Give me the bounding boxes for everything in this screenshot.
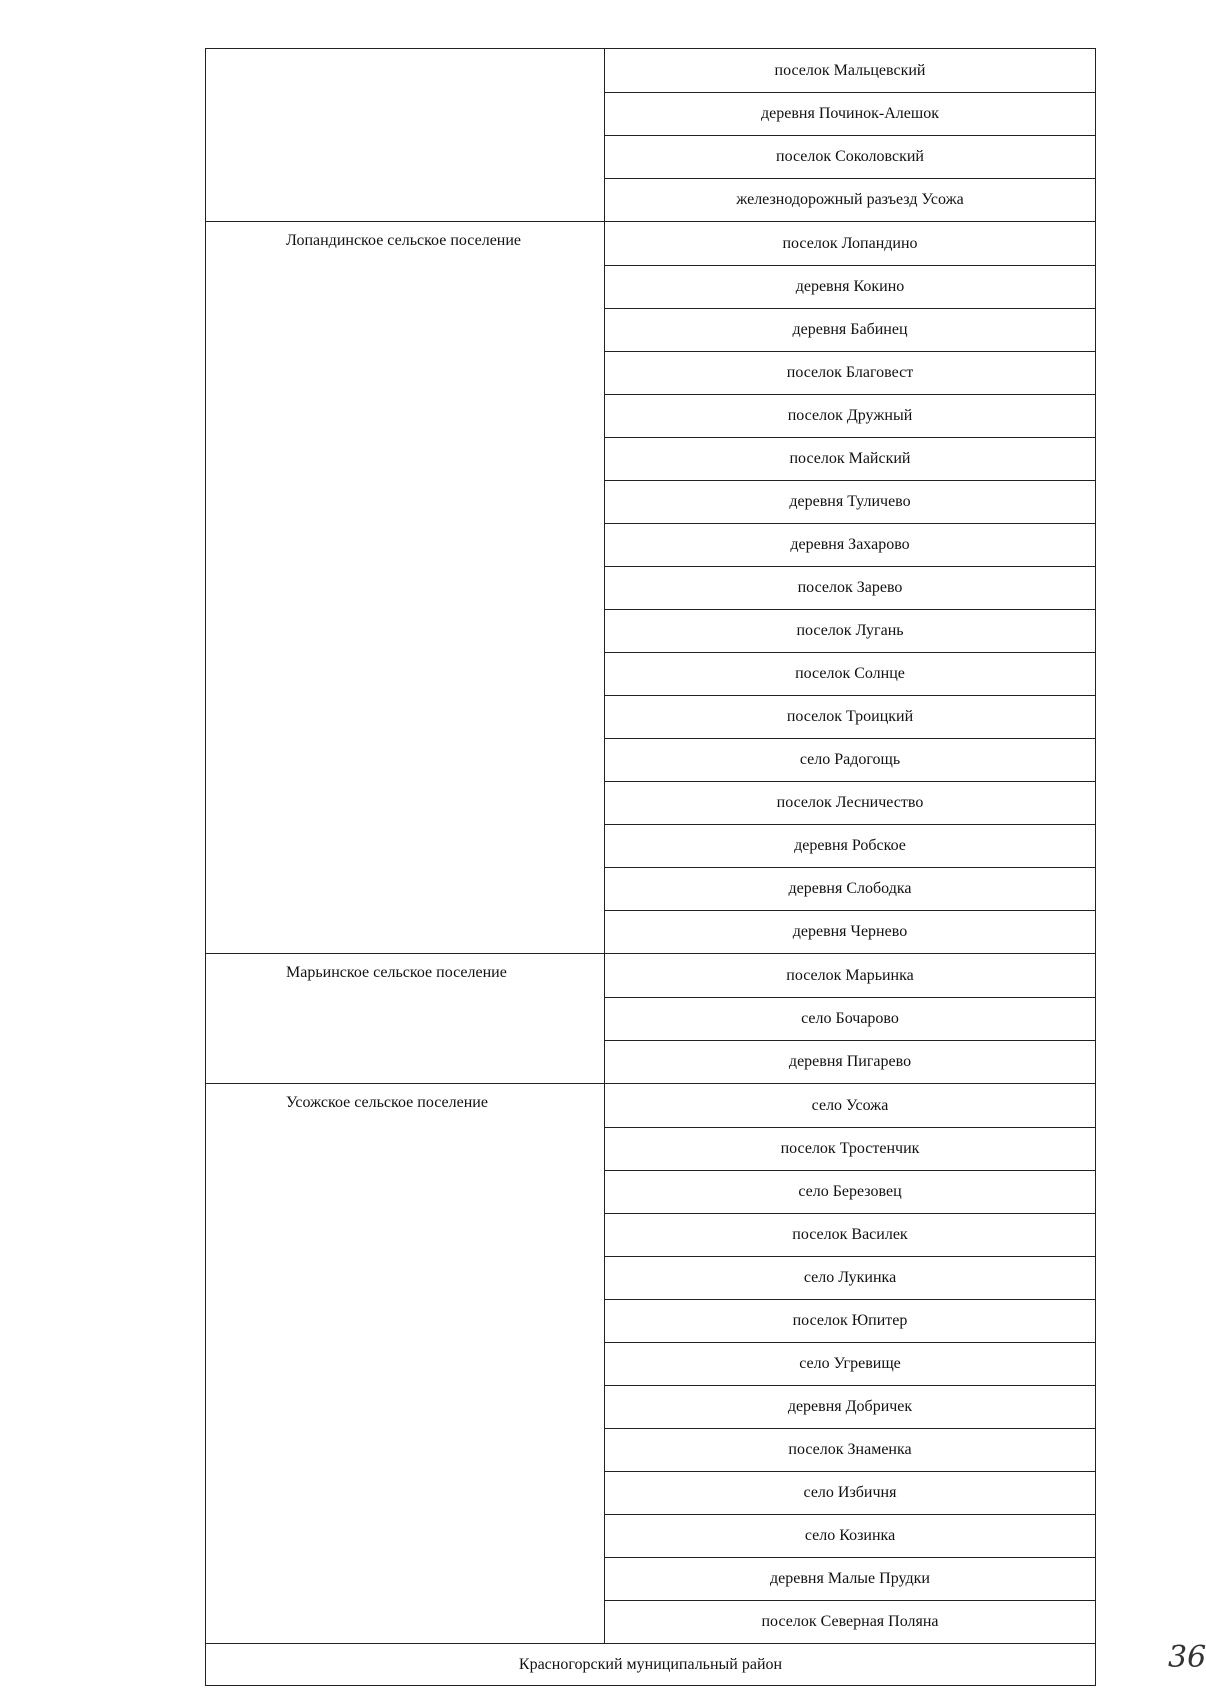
settlement-group bbox=[206, 1084, 1096, 1644]
settlement-group bbox=[206, 49, 1096, 222]
settlement-group bbox=[206, 954, 1096, 1084]
settlement-cell: деревня Починок-Алешок bbox=[605, 92, 1096, 135]
settlement-cell: поселок Солнце bbox=[605, 652, 1096, 695]
settlement-cell: село Угревище bbox=[605, 1342, 1096, 1385]
settlements-table bbox=[205, 48, 1096, 1686]
settlement-list bbox=[605, 222, 1096, 953]
page-number: 36 bbox=[1168, 1640, 1206, 1675]
settlement-list bbox=[605, 1084, 1096, 1643]
settlement-cell: село Лукинка bbox=[605, 1256, 1096, 1299]
settlement-cell: деревня Туличево bbox=[605, 480, 1096, 523]
settlement-cell: деревня Бабинец bbox=[605, 308, 1096, 351]
settlement-cell: поселок Юпитер bbox=[605, 1299, 1096, 1342]
settlement-cell: село Бочарово bbox=[605, 997, 1096, 1040]
settlement-cell: поселок Дружный bbox=[605, 394, 1096, 437]
settlement-cell: поселок Благовест bbox=[605, 351, 1096, 394]
settlement-cell: деревня Пигарево bbox=[605, 1040, 1096, 1083]
settlement-cell: поселок Марьинка bbox=[605, 954, 1096, 997]
settlement-cell: село Березовец bbox=[605, 1170, 1096, 1213]
settlement-cell: железнодорожный разъезд Усожа bbox=[605, 178, 1096, 221]
municipality-name: Марьинское сельское поселение bbox=[206, 954, 605, 1083]
settlement-cell: поселок Северная Поляна bbox=[605, 1600, 1096, 1643]
settlement-cell: поселок Лесничество bbox=[605, 781, 1096, 824]
settlement-cell: село Радогощь bbox=[605, 738, 1096, 781]
settlement-cell: поселок Василек bbox=[605, 1213, 1096, 1256]
settlement-cell: деревня Слободка bbox=[605, 867, 1096, 910]
settlement-cell: деревня Черневo bbox=[605, 910, 1096, 953]
settlement-cell: деревня Добричек bbox=[605, 1385, 1096, 1428]
settlement-cell: поселок Троицкий bbox=[605, 695, 1096, 738]
settlement-list bbox=[605, 49, 1096, 221]
settlement-cell: поселок Лугань bbox=[605, 609, 1096, 652]
settlement-cell: село Усожа bbox=[605, 1084, 1096, 1127]
settlement-cell: поселок Мальцевский bbox=[605, 49, 1096, 92]
settlement-cell: деревня Кокино bbox=[605, 265, 1096, 308]
settlement-cell: поселок Лопандино bbox=[605, 222, 1096, 265]
settlement-cell: село Избичня bbox=[605, 1471, 1096, 1514]
municipality-name bbox=[206, 49, 605, 221]
settlement-cell: деревня Захарово bbox=[605, 523, 1096, 566]
settlement-cell: деревня Робское bbox=[605, 824, 1096, 867]
settlement-cell: поселок Тростенчик bbox=[605, 1127, 1096, 1170]
settlement-list bbox=[605, 954, 1096, 1083]
settlement-cell: деревня Малые Прудки bbox=[605, 1557, 1096, 1600]
municipality-name: Лопандинское сельское поселение bbox=[206, 222, 605, 953]
municipality-name: Усожское сельское поселение bbox=[206, 1084, 605, 1643]
settlement-cell: поселок Зарево bbox=[605, 566, 1096, 609]
settlement-cell: село Козинка bbox=[605, 1514, 1096, 1557]
district-row: Красногорский муниципальный район bbox=[206, 1644, 1096, 1686]
settlement-cell: поселок Знаменка bbox=[605, 1428, 1096, 1471]
settlement-cell: поселок Майский bbox=[605, 437, 1096, 480]
settlement-cell: поселок Соколовский bbox=[605, 135, 1096, 178]
settlement-group bbox=[206, 222, 1096, 954]
